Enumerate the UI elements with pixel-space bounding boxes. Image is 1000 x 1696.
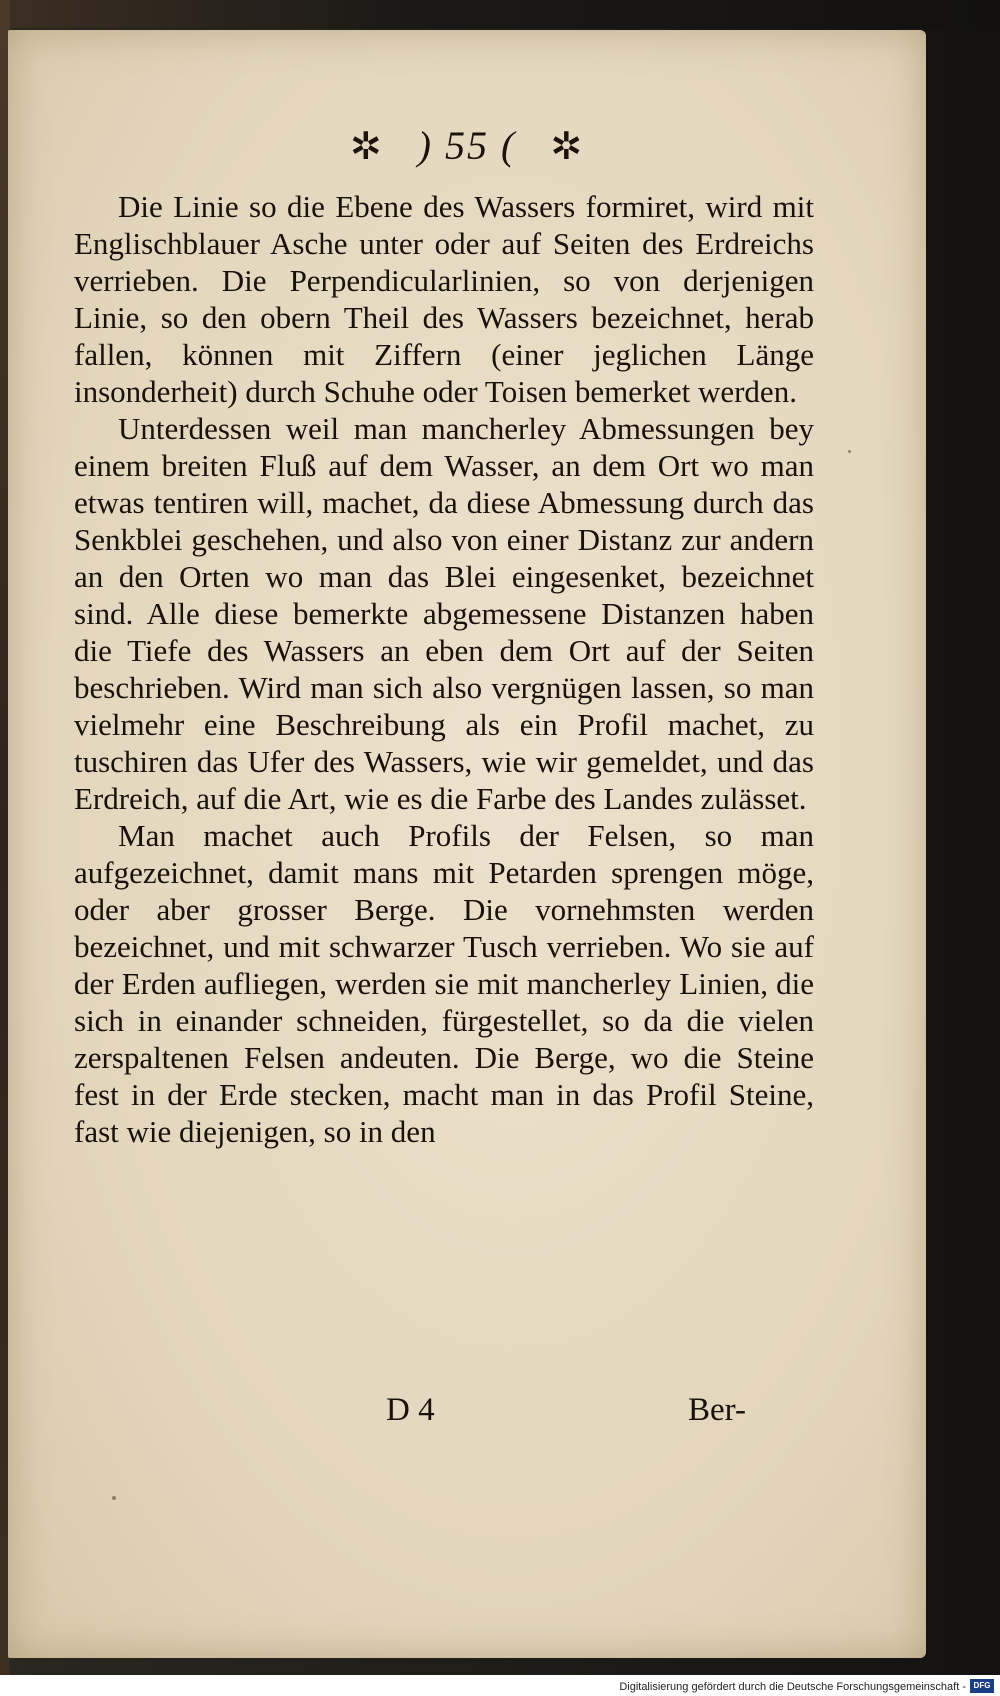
- ornament-right-icon: ✲: [550, 126, 585, 168]
- paper-speck: [112, 1496, 116, 1500]
- paragraph: Unterdessen weil man mancherley Abmessungen bey einem breiten Fluß auf dem Wasser, an dem Ort wo man etwas tentiren will, machet, da diese Abmessung durch das Senkblei geschehen, und also von einer Distanz zur andern an den Orten wo man das Blei eingesenket, bezeichnet sind. Alle diese bemerkte abgemessene Distanzen haben die Tiefe des Wassers an eben dem Ort auf der Seiten beschrieben. Wird man sich also vergnügen lassen, so man vielmehr eine Beschreibung als ein Profil machet, zu tuschiren das Ufer des Wassers, wie wir gemeldet, und das Erdreich, auf die Art, wie es die Farbe des Landes zulässet.: [74, 411, 814, 816]
- dfg-logo: DFG: [970, 1679, 994, 1693]
- body-text: [74, 188, 814, 1150]
- signature-mark: D 4: [386, 1392, 435, 1428]
- paragraph: Man machet auch Profils der Felsen, so man aufgezeichnet, damit mans mit Petarden sprengen möge, oder aber grosser Berge. Die vornehmsten werden bezeichnet, und mit schwarzer Tusch verrieben. Wo sie auf der Erden aufliegen, werden sie mit mancherley Linien, die sich in einander schneiden, fürgestellet, so da die vielen zerspaltenen Felsen andeuten. Die Berge, wo die Steine fest in der Erde stecken, macht man in das Profil Steine, fast wie diejenigen, so in den: [74, 818, 814, 1149]
- paper-speck: [848, 450, 851, 453]
- paragraph: Die Linie so die Ebene des Wassers formiret, wird mit Englischblauer Asche unter oder auf Seiten des Erdreichs verrieben. Die Perpendicularlinien, so von derjenigen Linie, so den obern Theil des Wassers bezeichnet, herab fallen, können mit Ziffern (einer jeglichen Länge insonderheit) durch Schuhe oder Toisen bemerket werden.: [74, 189, 814, 409]
- book-page: [8, 30, 926, 1658]
- page-header: [8, 122, 926, 169]
- page-number: ) 55 (: [417, 123, 517, 168]
- credit-text: Digitalisierung gefördert durch die Deutsche Forschungsgemeinschaft -: [619, 1681, 966, 1693]
- book-top-edge: [0, 0, 1000, 28]
- ornament-left-icon: ✲: [349, 126, 384, 168]
- catchword: Ber-: [688, 1392, 746, 1428]
- credit-bar: [0, 1675, 1000, 1696]
